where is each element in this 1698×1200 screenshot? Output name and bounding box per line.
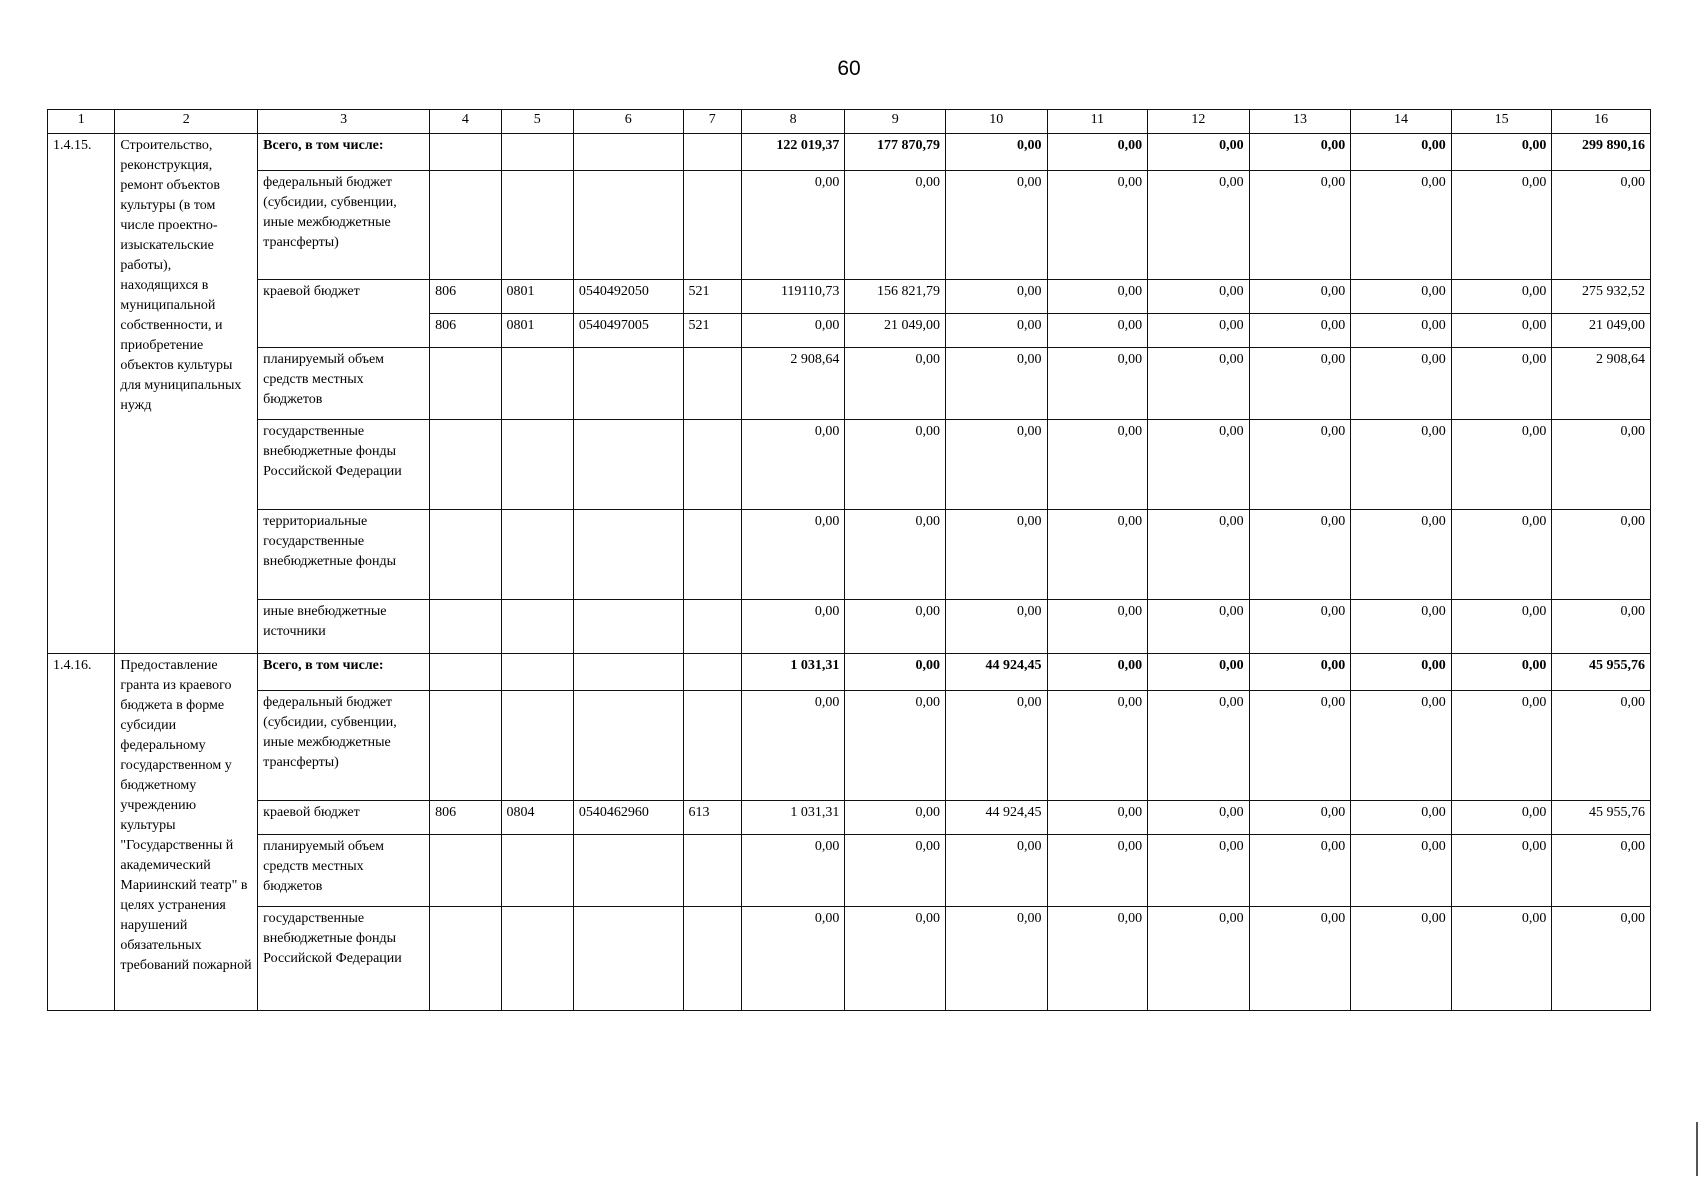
amount-cell: 0,00 <box>845 691 946 801</box>
expense-type-code: 613 <box>683 801 741 835</box>
amount-cell: 177 870,79 <box>845 134 946 171</box>
amount-cell: 0,00 <box>1148 134 1250 171</box>
amount-cell: 0,00 <box>1351 907 1452 1011</box>
column-header: 16 <box>1552 110 1651 134</box>
amount-cell: 0,00 <box>1047 510 1148 600</box>
funding-source: территориальные государственные внебюджетные фонды <box>258 510 430 600</box>
grbs-code <box>430 835 501 907</box>
amount-cell: 0,00 <box>1552 420 1651 510</box>
amount-cell: 21 049,00 <box>845 314 946 348</box>
amount-cell: 0,00 <box>1249 835 1351 907</box>
amount-cell: 0,00 <box>1249 510 1351 600</box>
amount-cell: 0,00 <box>1451 171 1552 280</box>
grbs-code <box>430 420 501 510</box>
amount-cell: 0,00 <box>1451 314 1552 348</box>
amount-cell: 0,00 <box>945 600 1047 654</box>
expense-type-code: 521 <box>683 280 741 314</box>
amount-cell: 0,00 <box>1351 348 1452 420</box>
amount-cell: 0,00 <box>945 171 1047 280</box>
amount-cell: 0,00 <box>1148 314 1250 348</box>
section-code <box>501 510 573 600</box>
section-code: 0804 <box>501 801 573 835</box>
funding-source: государственные внебюджетные фонды Российской Федерации <box>258 907 430 1011</box>
funding-source: государственные внебюджетные фонды Российской Федерации <box>258 420 430 510</box>
grbs-code <box>430 134 501 171</box>
target-article-code <box>573 171 683 280</box>
amount-cell: 0,00 <box>945 134 1047 171</box>
amount-cell: 0,00 <box>1148 801 1250 835</box>
grbs-code: 806 <box>430 801 501 835</box>
amount-cell: 0,00 <box>945 420 1047 510</box>
amount-cell: 0,00 <box>1047 348 1148 420</box>
amount-cell: 0,00 <box>1148 348 1250 420</box>
expense-type-code <box>683 510 741 600</box>
section-code: 0801 <box>501 280 573 314</box>
amount-cell: 0,00 <box>945 280 1047 314</box>
section-name: Строительство, реконструкция, ремонт объектов культуры (в том числе проектно-изыскательские работы), находящихся в муниципальной собственности, и приобретение объектов культуры для муниципальных нужд <box>115 134 258 654</box>
amount-cell: 0,00 <box>741 314 845 348</box>
amount-cell: 0,00 <box>945 691 1047 801</box>
target-article-code <box>573 420 683 510</box>
amount-cell: 0,00 <box>1249 280 1351 314</box>
column-header: 8 <box>741 110 845 134</box>
section-number: 1.4.16. <box>48 654 115 1011</box>
table-row <box>48 654 1651 691</box>
amount-cell: 0,00 <box>1351 510 1452 600</box>
amount-cell: 0,00 <box>1249 600 1351 654</box>
amount-cell: 0,00 <box>1047 314 1148 348</box>
funding-source: планируемый объем средств местных бюджетов <box>258 835 430 907</box>
amount-cell: 0,00 <box>1249 907 1351 1011</box>
column-header: 11 <box>1047 110 1148 134</box>
amount-cell: 0,00 <box>845 420 946 510</box>
grbs-code: 806 <box>430 280 501 314</box>
amount-cell: 0,00 <box>1552 171 1651 280</box>
amount-cell: 0,00 <box>1451 654 1552 691</box>
amount-cell: 0,00 <box>1351 654 1452 691</box>
amount-cell: 119110,73 <box>741 280 845 314</box>
column-header-row <box>48 110 1651 134</box>
target-article-code <box>573 907 683 1011</box>
section-code <box>501 600 573 654</box>
amount-cell: 0,00 <box>741 171 845 280</box>
expense-type-code <box>683 835 741 907</box>
section-code <box>501 420 573 510</box>
amount-cell: 0,00 <box>1451 280 1552 314</box>
amount-cell: 0,00 <box>1249 171 1351 280</box>
amount-cell: 21 049,00 <box>1552 314 1651 348</box>
funding-source: планируемый объем средств местных бюджетов <box>258 348 430 420</box>
grbs-code <box>430 171 501 280</box>
funding-source: иные внебюджетные источники <box>258 600 430 654</box>
amount-cell: 299 890,16 <box>1552 134 1651 171</box>
target-article-code: 0540497005 <box>573 314 683 348</box>
amount-cell: 0,00 <box>1148 171 1250 280</box>
amount-cell: 0,00 <box>845 510 946 600</box>
amount-cell: 0,00 <box>1451 907 1552 1011</box>
amount-cell: 0,00 <box>1552 510 1651 600</box>
amount-cell: 0,00 <box>845 171 946 280</box>
target-article-code: 0540462960 <box>573 801 683 835</box>
budget-table <box>47 109 1651 1011</box>
amount-cell: 0,00 <box>1249 348 1351 420</box>
grbs-code <box>430 654 501 691</box>
table-row <box>48 600 1651 654</box>
section-code <box>501 654 573 691</box>
column-header: 7 <box>683 110 741 134</box>
amount-cell: 0,00 <box>1249 691 1351 801</box>
section-code <box>501 691 573 801</box>
amount-cell: 0,00 <box>945 907 1047 1011</box>
amount-cell: 0,00 <box>1148 600 1250 654</box>
amount-cell: 0,00 <box>1351 835 1452 907</box>
amount-cell: 0,00 <box>741 907 845 1011</box>
amount-cell: 0,00 <box>1451 510 1552 600</box>
amount-cell: 0,00 <box>1451 420 1552 510</box>
target-article-code: 0540492050 <box>573 280 683 314</box>
amount-cell: 0,00 <box>845 835 946 907</box>
column-header: 3 <box>258 110 430 134</box>
funding-source: Всего, в том числе: <box>258 654 430 691</box>
section-code <box>501 348 573 420</box>
amount-cell: 0,00 <box>1047 600 1148 654</box>
amount-cell: 0,00 <box>1451 801 1552 835</box>
amount-cell: 0,00 <box>945 835 1047 907</box>
amount-cell: 0,00 <box>1351 420 1452 510</box>
column-header: 1 <box>48 110 115 134</box>
amount-cell: 0,00 <box>845 654 946 691</box>
target-article-code <box>573 691 683 801</box>
amount-cell: 0,00 <box>1552 907 1651 1011</box>
table-row <box>48 691 1651 801</box>
column-header: 12 <box>1148 110 1250 134</box>
amount-cell: 0,00 <box>1047 691 1148 801</box>
section-code <box>501 134 573 171</box>
amount-cell: 0,00 <box>1451 134 1552 171</box>
expense-type-code <box>683 691 741 801</box>
amount-cell: 0,00 <box>1351 801 1452 835</box>
amount-cell: 0,00 <box>1148 420 1250 510</box>
expense-type-code <box>683 654 741 691</box>
amount-cell: 122 019,37 <box>741 134 845 171</box>
page-number: 60 <box>837 57 861 80</box>
amount-cell: 1 031,31 <box>741 654 845 691</box>
table-row <box>48 510 1651 600</box>
amount-cell: 0,00 <box>1148 907 1250 1011</box>
table-row <box>48 280 1651 314</box>
amount-cell: 0,00 <box>1148 691 1250 801</box>
column-header: 5 <box>501 110 573 134</box>
column-header: 10 <box>945 110 1047 134</box>
amount-cell: 0,00 <box>1047 420 1148 510</box>
expense-type-code <box>683 348 741 420</box>
column-header: 6 <box>573 110 683 134</box>
column-header: 13 <box>1249 110 1351 134</box>
amount-cell: 0,00 <box>1047 134 1148 171</box>
target-article-code <box>573 510 683 600</box>
amount-cell: 0,00 <box>1047 907 1148 1011</box>
amount-cell: 0,00 <box>1148 280 1250 314</box>
expense-type-code <box>683 420 741 510</box>
target-article-code <box>573 654 683 691</box>
grbs-code <box>430 907 501 1011</box>
section-name: Предоставление гранта из краевого бюджета в форме субсидии федеральному государственном у бюджетному учреждению культуры "Государственны й академический Мариинский театр" в целях устранения нарушений обязательных требований пожарной <box>115 654 258 1011</box>
amount-cell: 0,00 <box>1148 510 1250 600</box>
target-article-code <box>573 835 683 907</box>
amount-cell: 0,00 <box>845 907 946 1011</box>
funding-source: краевой бюджет <box>258 801 430 835</box>
amount-cell: 0,00 <box>1451 835 1552 907</box>
target-article-code <box>573 348 683 420</box>
amount-cell: 0,00 <box>741 510 845 600</box>
amount-cell: 0,00 <box>1148 654 1250 691</box>
amount-cell: 0,00 <box>1451 691 1552 801</box>
amount-cell: 0,00 <box>1047 801 1148 835</box>
expense-type-code: 521 <box>683 314 741 348</box>
grbs-code <box>430 348 501 420</box>
amount-cell: 0,00 <box>1351 600 1452 654</box>
amount-cell: 156 821,79 <box>845 280 946 314</box>
section-number: 1.4.15. <box>48 134 115 654</box>
column-header: 9 <box>845 110 946 134</box>
amount-cell: 0,00 <box>1552 835 1651 907</box>
amount-cell: 0,00 <box>741 600 845 654</box>
expense-type-code <box>683 171 741 280</box>
amount-cell: 44 924,45 <box>945 654 1047 691</box>
amount-cell: 0,00 <box>945 510 1047 600</box>
grbs-code: 806 <box>430 314 501 348</box>
budget-table-body <box>48 110 1651 1011</box>
amount-cell: 0,00 <box>1047 171 1148 280</box>
amount-cell: 0,00 <box>1351 314 1452 348</box>
funding-source: краевой бюджет <box>258 280 430 348</box>
amount-cell: 0,00 <box>741 691 845 801</box>
amount-cell: 0,00 <box>1552 691 1651 801</box>
funding-source: Всего, в том числе: <box>258 134 430 171</box>
section-code <box>501 835 573 907</box>
funding-source: федеральный бюджет (субсидии, субвенции, иные межбюджетные трансферты) <box>258 691 430 801</box>
amount-cell: 0,00 <box>1047 654 1148 691</box>
amount-cell: 0,00 <box>1249 801 1351 835</box>
amount-cell: 0,00 <box>1047 280 1148 314</box>
amount-cell: 0,00 <box>845 801 946 835</box>
expense-type-code <box>683 134 741 171</box>
table-row <box>48 134 1651 171</box>
amount-cell: 0,00 <box>945 314 1047 348</box>
expense-type-code <box>683 907 741 1011</box>
amount-cell: 0,00 <box>1552 600 1651 654</box>
amount-cell: 0,00 <box>1249 654 1351 691</box>
table-row <box>48 907 1651 1011</box>
amount-cell: 0,00 <box>1351 691 1452 801</box>
target-article-code <box>573 134 683 171</box>
amount-cell: 0,00 <box>741 420 845 510</box>
amount-cell: 0,00 <box>1249 314 1351 348</box>
amount-cell: 0,00 <box>1148 835 1250 907</box>
grbs-code <box>430 510 501 600</box>
column-header: 2 <box>115 110 258 134</box>
grbs-code <box>430 691 501 801</box>
amount-cell: 275 932,52 <box>1552 280 1651 314</box>
section-code <box>501 171 573 280</box>
amount-cell: 0,00 <box>845 600 946 654</box>
table-row <box>48 835 1651 907</box>
table-row <box>48 171 1651 280</box>
target-article-code <box>573 600 683 654</box>
table-row <box>48 801 1651 835</box>
amount-cell: 0,00 <box>1451 600 1552 654</box>
column-header: 14 <box>1351 110 1452 134</box>
amount-cell: 45 955,76 <box>1552 801 1651 835</box>
amount-cell: 0,00 <box>845 348 946 420</box>
column-header: 15 <box>1451 110 1552 134</box>
section-code: 0801 <box>501 314 573 348</box>
amount-cell: 2 908,64 <box>1552 348 1651 420</box>
amount-cell: 44 924,45 <box>945 801 1047 835</box>
amount-cell: 2 908,64 <box>741 348 845 420</box>
funding-source: федеральный бюджет (субсидии, субвенции, иные межбюджетные трансферты) <box>258 171 430 280</box>
expense-type-code <box>683 600 741 654</box>
amount-cell: 0,00 <box>945 348 1047 420</box>
amount-cell: 0,00 <box>1351 280 1452 314</box>
grbs-code <box>430 600 501 654</box>
column-header: 4 <box>430 110 501 134</box>
section-code <box>501 907 573 1011</box>
amount-cell: 0,00 <box>1249 134 1351 171</box>
amount-cell: 0,00 <box>1047 835 1148 907</box>
table-row <box>48 420 1651 510</box>
amount-cell: 0,00 <box>1249 420 1351 510</box>
amount-cell: 0,00 <box>741 835 845 907</box>
amount-cell: 1 031,31 <box>741 801 845 835</box>
table-row <box>48 348 1651 420</box>
amount-cell: 0,00 <box>1351 171 1452 280</box>
amount-cell: 45 955,76 <box>1552 654 1651 691</box>
amount-cell: 0,00 <box>1351 134 1452 171</box>
amount-cell: 0,00 <box>1451 348 1552 420</box>
